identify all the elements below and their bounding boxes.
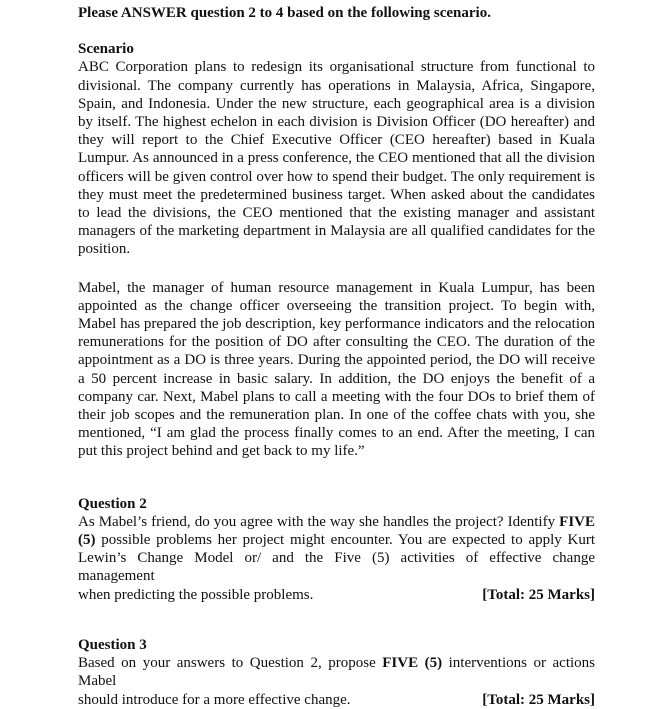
question-2-heading: Question 2: [78, 495, 147, 512]
instruction-line: Please ANSWER question 2 to 4 based on the following scenario.: [78, 5, 491, 21]
document-page: [78, 4, 595, 709]
question-2-text-a: As Mabel’s friend, do you agree with the way she handles the project? Identify: [78, 513, 560, 530]
question-3-marks: [Total: 25 Marks]: [482, 691, 595, 708]
question-2-last-line: [78, 586, 595, 604]
question-3-bold-count: FIVE (5): [382, 655, 443, 672]
question-3-text: [78, 654, 595, 690]
question-3-text-b: interventions or actions Mabel: [78, 655, 595, 690]
scenario-paragraph-1: ABC Corporation plans to redesign its organisational structure from functional to divisional. The company currently has operations in Malaysia, Africa, Singapore, Spain, and Indonesia. Under the new structure, each geographical area is a division by itself. The highest echelon in each division is Division Officer (DO hereafter) and they will report to the Chief Executive Officer (CEO hereafter) based in Kuala Lumpur. As announced in a press conference, the CEO mentioned that all the division officers will be given control over how to spend their budget. The only requirement is they must meet the predetermined business target. When asked about the candidates to lead the divisions, the CEO mentioned that the existing manager and assistant managers of the marketing department in Malaysia are all qualified candidates for the position.: [78, 59, 595, 258]
question-3-last-text: should introduce for a more effective change.: [78, 691, 351, 708]
question-2-text: [78, 513, 595, 586]
scenario-paragraph-2: Mabel, the manager of human resource management in Kuala Lumpur, has been appointed as the change officer overseeing the transition project. To begin with, Mabel has prepared the job description, key performance indicators and the relocation remunerations for the position of DO after consulting the CEO. The duration of the appointment as a DO is three years. During the appointed period, the DO will receive a 50 percent increase in basic salary. In addition, the DO enjoys the benefit of a company car. Next, Mabel plans to call a meeting with the four DOs to brief them of their job scopes and the remuneration plan. In one of the coffee chats with you, she mentioned, “I am glad the process finally comes to an end. After the meeting, I can put this project behind and get back to my life.”: [78, 279, 595, 460]
question-2-marks: [Total: 25 Marks]: [482, 586, 595, 603]
scenario-heading: Scenario: [78, 41, 134, 58]
question-3-heading: Question 3: [78, 636, 147, 653]
question-3-last-line: [78, 691, 595, 709]
question-2-last-text: when predicting the possible problems.: [78, 586, 314, 603]
question-2-bold-count: FIVE (5): [78, 513, 595, 549]
question-2-text-b: possible problems her project might encounter. You are expected to apply Kurt Lewin’s Change Model or/ and the Five (5) activities of effective change management: [78, 532, 595, 585]
question-3-text-a: Based on your answers to Question 2, propose: [78, 655, 383, 672]
